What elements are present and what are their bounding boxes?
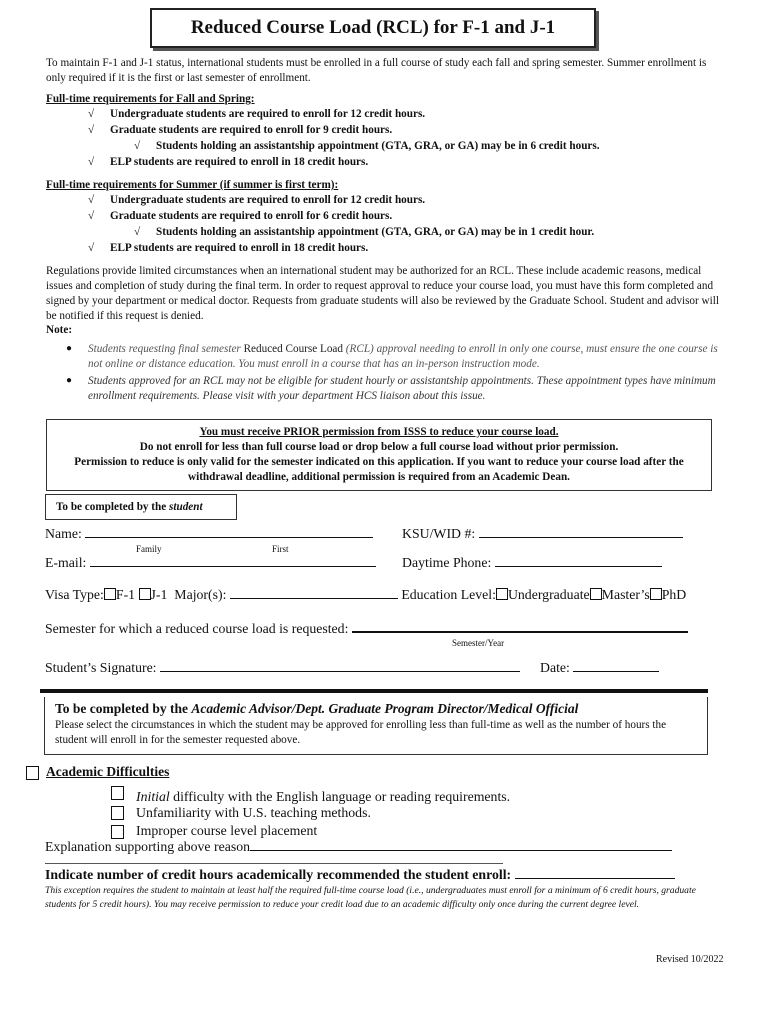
first-label: First bbox=[272, 544, 289, 554]
warning-line: Do not enroll for less than full course load or drop below a full course load without prior permission. bbox=[139, 441, 619, 453]
credit-hours-field[interactable]: Indicate number of credit hours academically recommended the student enroll: bbox=[45, 867, 675, 883]
date-field[interactable]: Date: bbox=[540, 660, 659, 676]
warning-line: Permission to reduce is only valid for the semester indicated on this application. If you want to reduce your course load after the withdrawal deadline, additional permission is required from an Academic Dean. bbox=[74, 456, 684, 483]
explanation-line-2[interactable] bbox=[45, 863, 503, 864]
note-item: Students requesting final semester Reduced Course Load (RCL) approval needing to enroll in only one course, must ensure the one course is not online or distance education. You must enroll in a course that has an in-person instruction mode. bbox=[88, 343, 718, 370]
explanation-input-line[interactable] bbox=[250, 839, 672, 851]
email-field[interactable]: E-mail: bbox=[45, 555, 376, 571]
summer-item: √ ELP students are required to enroll in 18 credit hours. bbox=[88, 242, 369, 254]
academic-heading: Academic Difficulties bbox=[46, 764, 170, 779]
visa-row: Visa Type: F-1 J-1 Major(s): Education Level: Undergraduate Master’s PhD bbox=[45, 587, 687, 602]
name-field[interactable]: Name: bbox=[45, 526, 373, 542]
check-icon: √ bbox=[88, 210, 95, 222]
bullet-icon: ● bbox=[66, 375, 73, 386]
advisor-instructions: Please select the circumstances in which the student may be approved for enrolling less than full-time as well as the number of hours the student will enroll in for the semester requested above. bbox=[55, 719, 667, 746]
initial-difficulty-checkbox[interactable] bbox=[111, 786, 124, 800]
ksu-input-line[interactable] bbox=[479, 526, 683, 538]
check-icon: √ bbox=[88, 194, 95, 206]
check-icon: √ bbox=[88, 242, 95, 254]
credit-hours-input-line[interactable] bbox=[515, 867, 675, 879]
exception-text: This exception requires the student to maintain at least half the required full-time course load (i.e., undergraduates must enroll for a minimum of 6 credit hours, graduate students for 5 credit hours). You may receive permission to reduce your credit load due to an academic difficulty only once during the current degree level. bbox=[45, 885, 696, 910]
email-input-line[interactable] bbox=[90, 555, 376, 567]
note-item: Students approved for an RCL may not be eligible for student hourly or assistantship appointments. These appointment types have minimum enrollment requirements. Please visit with your department HCS liaison about this issue. bbox=[88, 375, 716, 402]
semester-field[interactable]: Semester for which a reduced course load is requested: bbox=[45, 621, 688, 637]
page-title: Reduced Course Load (RCL) for F-1 and J-1 bbox=[150, 8, 596, 48]
semester-sub-label: Semester/Year bbox=[452, 638, 505, 648]
student-section-label: To be completed by the student bbox=[45, 494, 237, 520]
course-placement-checkbox[interactable] bbox=[111, 825, 124, 839]
fall-spring-heading: Full-time requirements for Fall and Spring: bbox=[46, 93, 255, 105]
fall-spring-item: √ Undergraduate students are required to enroll for 12 credit hours. bbox=[88, 108, 426, 120]
fall-spring-item: √ Students holding an assistantship appointment (GTA, GRA, or GA) may be in 6 credit hours. bbox=[134, 140, 600, 152]
section-divider bbox=[40, 689, 708, 693]
edu-masters-checkbox[interactable] bbox=[590, 588, 602, 600]
note-label: Note: bbox=[46, 324, 73, 336]
advisor-heading: To be completed by the Academic Advisor/Dept. Graduate Program Director/Medical Official bbox=[55, 701, 579, 716]
visa-f1-checkbox[interactable] bbox=[104, 588, 116, 600]
phone-field[interactable]: Daytime Phone: bbox=[402, 555, 662, 571]
ksu-field[interactable]: KSU/WID #: bbox=[402, 526, 683, 542]
phone-input-line[interactable] bbox=[495, 555, 662, 567]
warning-line: You must receive PRIOR permission from ISSS to reduce your course load. bbox=[199, 426, 559, 438]
summer-heading: Full-time requirements for Summer (if summer is first term): bbox=[46, 179, 339, 191]
visa-j1-checkbox[interactable] bbox=[139, 588, 151, 600]
summer-item: √ Graduate students are required to enroll for 6 credit hours. bbox=[88, 210, 393, 222]
check-icon: √ bbox=[134, 140, 141, 152]
check-icon: √ bbox=[88, 108, 95, 120]
course-placement-option: Improper course level placement bbox=[136, 823, 318, 838]
initial-difficulty-option: Initial difficulty with the English language or reading requirements. bbox=[136, 789, 511, 804]
warning-box bbox=[46, 419, 712, 491]
explanation-field[interactable]: Explanation supporting above reason bbox=[45, 839, 672, 855]
summer-item: √ Undergraduate students are required to enroll for 12 credit hours. bbox=[88, 194, 426, 206]
fall-spring-item: √ Graduate students are required to enroll for 9 credit hours. bbox=[88, 124, 393, 136]
revised-date: Revised 10/2022 bbox=[656, 954, 724, 965]
teaching-methods-option: Unfamiliarity with U.S. teaching methods. bbox=[136, 805, 371, 820]
bullet-icon: ● bbox=[66, 343, 73, 354]
advisor-box bbox=[44, 697, 708, 755]
intro-paragraph: To maintain F-1 and J-1 status, international students must be enrolled in a full course of study each fall and spring semester. Summer enrollment is only required if it is the first or last semester of enrollment. bbox=[46, 57, 707, 84]
name-input-line[interactable] bbox=[85, 526, 373, 538]
check-icon: √ bbox=[134, 226, 141, 238]
summer-item: √ Students holding an assistantship appointment (GTA, GRA, or GA) may be in 1 credit hour. bbox=[134, 226, 595, 238]
edu-phd-checkbox[interactable] bbox=[650, 588, 662, 600]
check-icon: √ bbox=[88, 156, 95, 168]
edu-undergrad-checkbox[interactable] bbox=[496, 588, 508, 600]
signature-field[interactable]: Student’s Signature: bbox=[45, 660, 520, 676]
family-label: Family bbox=[136, 544, 162, 554]
date-input-line[interactable] bbox=[573, 660, 659, 672]
teaching-methods-checkbox[interactable] bbox=[111, 806, 124, 820]
check-icon: √ bbox=[88, 124, 95, 136]
academic-difficulties-checkbox[interactable] bbox=[26, 766, 39, 780]
signature-input-line[interactable] bbox=[160, 660, 520, 672]
fall-spring-item: √ ELP students are required to enroll in 18 credit hours. bbox=[88, 156, 369, 168]
majors-input-line[interactable] bbox=[230, 587, 398, 599]
semester-input-line[interactable] bbox=[352, 621, 688, 633]
regulations-paragraph: Regulations provide limited circumstances when an international student may be authorized for an RCL. These include academic reasons, medical issues and completion of study during the final term. In order to request approval to reduce your course load, you must have this form completed and signed by your department or medical doctor. Requests from graduate students will also be reviewed by the Graduate School. Student and advisor will be notified if this request is denied. bbox=[46, 265, 719, 322]
